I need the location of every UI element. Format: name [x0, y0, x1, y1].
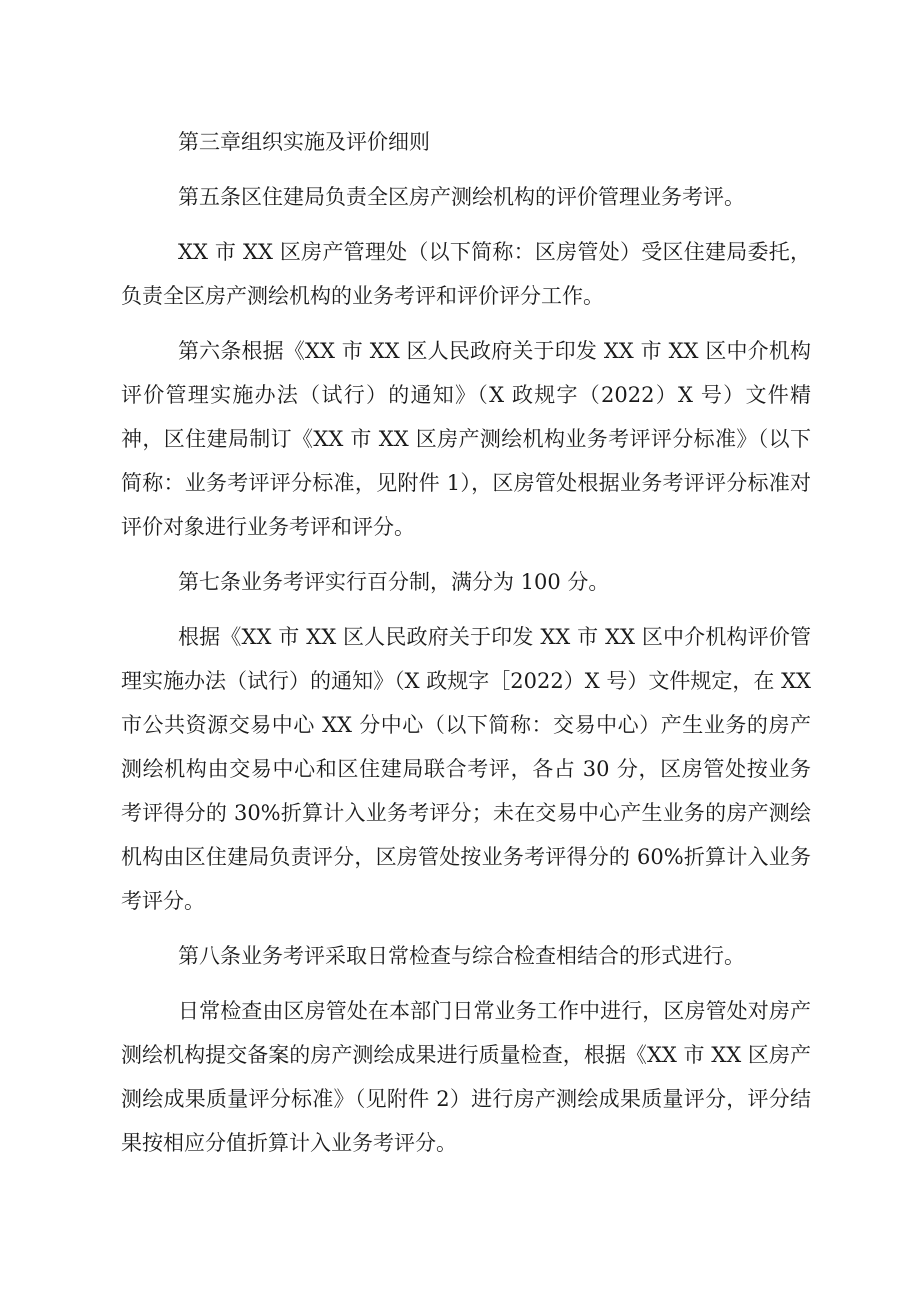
article-5-paragraph: 第五条区住建局负责全区房产测绘机构的评价管理业务考评。 [178, 185, 745, 209]
chapter-heading: 第三章组织实施及评价细则 [178, 130, 430, 154]
article-8-paragraph: 第八条业务考评采取日常检查与综合检查相结合的形式进行。 [178, 944, 745, 968]
article-6-paragraph: 第六条根据《XX 市 XX 区人民政府关于印发 XX 市 XX 区中介机构评价管理实施办法（试行）的通知》（X 政规字（2022）X 号）文件精神，区住建局制订《XX 市 XX 区房产测绘机构业务考评评分标准》（以下简称：业务考评评分标准，见附件 1），区房管处根据业务考评评分标准对评价对象进行业务考评和评分。 [121, 339, 811, 539]
scoring-rules-paragraph: 根据《XX 市 XX 区人民政府关于印发 XX 市 XX 区中介机构评价管理实施办法（试行）的通知》（X 政规字［2022）X 号）文件规定，在 XX 市公共资源交易中心 XX 分中心（以下简称：交易中心）产生业务的房产测绘机构由交易中心和区住建局联合考评，各占 30 分，区房管处按业务考评得分的 30%折算计入业务考评分；未在交易中心产生业务的房产测绘机构由区住建局负责评分，区房管处按业务考评得分的 60%折算计入业务考评分。 [121, 625, 811, 913]
housing-office-paragraph: XX 市 XX 区房产管理处（以下简称：区房管处）受区住建局委托，负责全区房产测绘机构的业务考评和评价评分工作。 [121, 240, 811, 308]
daily-inspection-paragraph: 日常检查由区房管处在本部门日常业务工作中进行，区房管处对房产测绘机构提交备案的房产测绘成果进行质量检查，根据《XX 市 XX 区房产测绘成果质量评分标准》（见附件 2）进行房产测绘成果质量评分，评分结果按相应分值折算计入业务考评分。 [121, 999, 811, 1155]
document-body [121, 120, 811, 1176]
article-7-paragraph: 第七条业务考评实行百分制，满分为 100 分。 [178, 570, 610, 594]
